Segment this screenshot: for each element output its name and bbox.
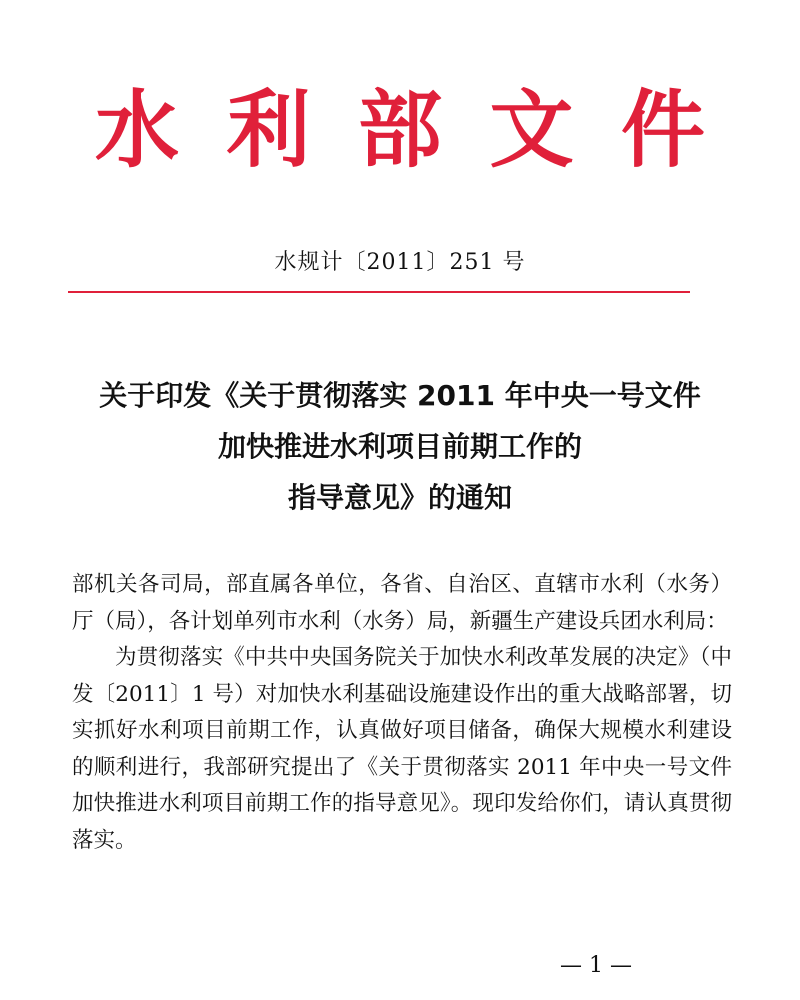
masthead-char: 水 (95, 80, 180, 179)
title-line: 指导意见》的通知 (287, 481, 512, 514)
body-paragraph: 为贯彻落实《中共中央国务院关于加快水利改革发展的决定》（中发〔2011〕1 号）对加快水利基础设施建设作出的重大战略部署，切实抓好水利项目前期工作，认真做好项目储备，确保大规模水利建设的顺利进行，我部研究提出了《关于贯彻落实 2011 年中央一号文件加快推进水利项目前期工作的指导意见》。现印发给你们，请认真贯彻落实。 (72, 645, 732, 853)
page-number: — 1 — (560, 953, 632, 978)
masthead-char: 件 (620, 80, 705, 179)
document-body (72, 567, 732, 859)
masthead-char: 部 (357, 80, 442, 179)
document-number: 水规计〔2011〕251 号 (274, 250, 526, 275)
masthead-char: 利 (226, 80, 311, 179)
document-title (60, 370, 740, 523)
title-line: 关于印发《关于贯彻落实 2011 年中央一号文件 (99, 379, 701, 412)
masthead-char: 文 (489, 80, 574, 179)
masthead (95, 82, 705, 178)
title-line: 加快推进水利项目前期工作的 (217, 430, 582, 463)
addressee-paragraph: 部机关各司局，部直属各单位，各省、自治区、直辖市水利（水务）厅（局），各计划单列市水利（水务）局，新疆生产建设兵团水利局： (72, 572, 732, 634)
red-divider (68, 291, 690, 293)
